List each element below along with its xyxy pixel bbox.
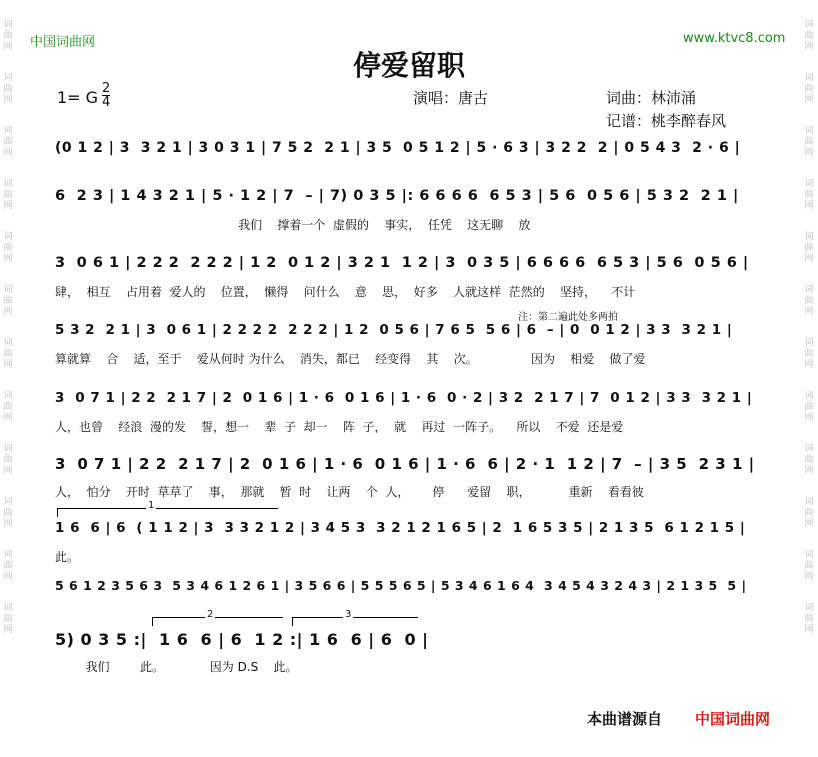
watermark-char: 曲 (3, 614, 13, 624)
watermark-char: 网 (804, 95, 814, 105)
score-line-lyrics: 此。 (55, 550, 80, 564)
volta-bracket-3 (292, 609, 418, 626)
watermark-char: 网 (3, 254, 13, 264)
score-line-notes: 3 0 7 1 | 2 2 2 1 7 | 2 0 1 6 | 1 · 6 0 1 6 | 1 · 6 6 | 2 · 1 1 2 | 7 – | 3 5 2 3 1 | (55, 455, 755, 473)
watermark-char: 网 (804, 148, 814, 158)
watermark-group (3, 179, 12, 212)
watermark-char: 词 (804, 338, 814, 348)
watermark-char: 曲 (804, 190, 814, 200)
watermark-group (804, 550, 813, 583)
watermark-char: 网 (804, 572, 814, 582)
watermark-char: 曲 (3, 84, 13, 94)
left-watermark (0, 0, 16, 757)
score-annotation: 注：第二遍此处多两拍 (518, 312, 618, 323)
watermark-char: 曲 (804, 561, 814, 571)
volta-bracket-2 (152, 609, 283, 626)
score-line-lyrics: 算就算 合 适，至于 爱从何时 为什么 消失，都已 经变得 其 次。 因为 相爱 做了爱 (55, 352, 646, 366)
score-line-notes: 5 3 2 2 1 | 3 0 6 1 | 2 2 2 2 2 2 2 | 1 2 0 5 6 | 7 6 5 5 6 | 6 – | 0 0 1 2 | 3 3 3 2 1 | (55, 322, 733, 338)
watermark-char: 曲 (804, 243, 814, 253)
watermark-group (804, 444, 813, 477)
watermark-char: 词 (3, 550, 13, 560)
watermark-char: 曲 (3, 561, 13, 571)
watermark-char: 网 (3, 148, 13, 158)
volta-2-label: 2 (207, 609, 214, 620)
score-line-notes: 6 2 3 | 1 4 3 2 1 | 5 · 1 2 | 7 – | 7) 0 3 5 |: 6 6 6 6 6 5 3 | 5 6 0 5 6 | 5 3 2 2 1 | (55, 188, 739, 204)
watermark-char: 曲 (3, 402, 13, 412)
watermark-char: 网 (3, 95, 13, 105)
watermark-group (3, 285, 12, 318)
score-line-lyrics: 我们 此。 因为 D.S 此。 (55, 660, 298, 674)
watermark-char: 词 (804, 285, 814, 295)
watermark-char: 词 (804, 20, 814, 30)
watermark-char: 词 (3, 126, 13, 136)
watermark-char: 曲 (3, 508, 13, 518)
site-name-top-left[interactable]: 中国词曲网 (30, 35, 96, 50)
watermark-char: 曲 (3, 31, 13, 41)
watermark-char: 词 (804, 73, 814, 83)
watermark-char: 曲 (804, 614, 814, 624)
watermark-char: 网 (804, 42, 814, 52)
watermark-char: 曲 (804, 508, 814, 518)
watermark-group (804, 391, 813, 424)
watermark-group (3, 232, 12, 265)
score-line-notes: 1 6 6 | 6 ( 1 1 2 | 3 3 3 2 1 2 | 3 4 5 3 3 2 1 2 1 6 5 | 2 1 6 5 3 5 | 2 1 3 5 6 1 2 1 5 | (55, 520, 746, 536)
footer-source-label: 本曲谱源自 (587, 710, 663, 728)
watermark-char: 曲 (804, 402, 814, 412)
watermark-group (3, 444, 12, 477)
watermark-char: 网 (3, 625, 13, 635)
score-line-lyrics: 人， 怕分 开时 草草了 事， 那就 暂 时 让两 个 人， 停 爱留 职， 重新 看看彼 (55, 485, 644, 499)
watermark-char: 曲 (804, 296, 814, 306)
score-line-lyrics: 人，也曾 经浪 漫的发 誓，想一 辈 子 却一 阵 子， 就 再过 一阵子。 所以 不爱 还是爱 (55, 420, 624, 434)
watermark-group (804, 126, 813, 159)
watermark-group (3, 497, 12, 530)
watermark-char: 网 (3, 201, 13, 211)
watermark-char: 词 (804, 232, 814, 242)
watermark-char: 曲 (3, 137, 13, 147)
watermark-char: 曲 (804, 455, 814, 465)
score-line-notes: 3 0 6 1 | 2 2 2 2 2 2 | 1 2 0 1 2 | 3 2 1 1 2 | 3 0 3 5 | 6 6 6 6 6 5 3 | 5 6 0 5 6 | (55, 255, 749, 271)
watermark-group (804, 603, 813, 636)
time-signature-bottom: 4 (102, 95, 111, 110)
song-title: 停爱留职 (352, 49, 465, 82)
footer-site-link[interactable]: 中国词曲网 (695, 710, 771, 728)
watermark-char: 网 (804, 254, 814, 264)
transcriber-credit: 记谱：桃李醉春风 (606, 112, 727, 130)
watermark-char: 词 (3, 444, 13, 454)
watermark-char: 曲 (3, 455, 13, 465)
watermark-group (3, 391, 12, 424)
watermark-char: 曲 (804, 31, 814, 41)
volta-1-label: 1 (148, 500, 155, 511)
watermark-char: 网 (3, 42, 13, 52)
time-signature (102, 82, 110, 109)
watermark-char: 词 (804, 550, 814, 560)
score-line-notes: 5) 0 3 5 :| 1 6 6 | 6 1 2 :| 1 6 6 | 6 0 | (55, 630, 429, 649)
score-line-notes: 5 6 1 2 3 5 6 3 5 3 4 6 1 2 6 1 | 3 5 6 6 | 5 5 5 6 5 | 5 3 4 6 1 6 4 3 4 5 4 3 2 4 3 | 2 1 3 5 5 | (55, 578, 747, 593)
watermark-group (804, 232, 813, 265)
watermark-char: 网 (3, 307, 13, 317)
score-line-lyrics: 肆， 相互 占用着 爱人的 位置， 懒得 问什么 意 思， 好多 人就这样 茫然的 坚持， 不计 (55, 285, 636, 299)
watermark-char: 词 (804, 444, 814, 454)
watermark-char: 曲 (3, 243, 13, 253)
watermark-char: 词 (3, 391, 13, 401)
watermark-char: 网 (3, 360, 13, 370)
watermark-char: 词 (3, 20, 13, 30)
watermark-char: 网 (804, 625, 814, 635)
watermark-char: 网 (3, 466, 13, 476)
watermark-char: 网 (804, 413, 814, 423)
lyricist-credit: 词曲：林沛涌 (606, 89, 697, 107)
watermark-group (804, 338, 813, 371)
volta-bracket-1 (57, 500, 278, 517)
score-line-notes: 3 0 7 1 | 2 2 2 1 7 | 2 0 1 6 | 1 · 6 0 1 6 | 1 · 6 0 · 2 | 3 2 2 1 7 | 7 0 1 2 | 3 3 3 2 1 | (55, 390, 753, 406)
watermark-group (804, 285, 813, 318)
watermark-char: 网 (804, 519, 814, 529)
watermark-char: 词 (3, 497, 13, 507)
watermark-char: 网 (3, 413, 13, 423)
watermark-group (3, 338, 12, 371)
time-signature-top: 2 (102, 81, 111, 96)
watermark-char: 词 (3, 338, 13, 348)
watermark-char: 曲 (804, 137, 814, 147)
watermark-char: 网 (3, 519, 13, 529)
watermark-char: 词 (804, 179, 814, 189)
watermark-char: 词 (3, 73, 13, 83)
watermark-group (3, 126, 12, 159)
right-watermark (801, 0, 817, 757)
watermark-char: 词 (804, 126, 814, 136)
watermark-char: 曲 (3, 296, 13, 306)
watermark-char: 曲 (3, 190, 13, 200)
score-line-lyrics: 我们 撑着一个 虚假的 事实， 任凭 这无聊 放 (55, 218, 531, 232)
watermark-char: 词 (804, 497, 814, 507)
watermark-char: 网 (3, 572, 13, 582)
watermark-char: 网 (804, 360, 814, 370)
watermark-group (804, 497, 813, 530)
watermark-group (3, 550, 12, 583)
key-signature: 1= G (57, 88, 99, 107)
volta-3-label: 3 (345, 609, 352, 620)
watermark-char: 曲 (804, 84, 814, 94)
singer-credit: 演唱：唐古 (413, 89, 489, 107)
watermark-char: 曲 (804, 349, 814, 359)
watermark-char: 网 (804, 307, 814, 317)
watermark-char: 词 (3, 603, 13, 613)
watermark-char: 词 (3, 232, 13, 242)
watermark-char: 词 (804, 603, 814, 613)
watermark-char: 词 (3, 285, 13, 295)
watermark-char: 网 (804, 201, 814, 211)
watermark-char: 曲 (3, 349, 13, 359)
watermark-char: 词 (804, 391, 814, 401)
watermark-char: 词 (3, 179, 13, 189)
watermark-group (804, 179, 813, 212)
site-url-top-right[interactable]: www.ktvc8.com (683, 31, 786, 46)
watermark-group (3, 603, 12, 636)
watermark-char: 网 (804, 466, 814, 476)
score-line-notes: (0 1 2 | 3 3 2 1 | 3 0 3 1 | 7 5 2 2 1 | 3 5 0 5 1 2 | 5 · 6 3 | 3 2 2 2 | 0 5 4 3 2 · 6 | (55, 140, 741, 156)
